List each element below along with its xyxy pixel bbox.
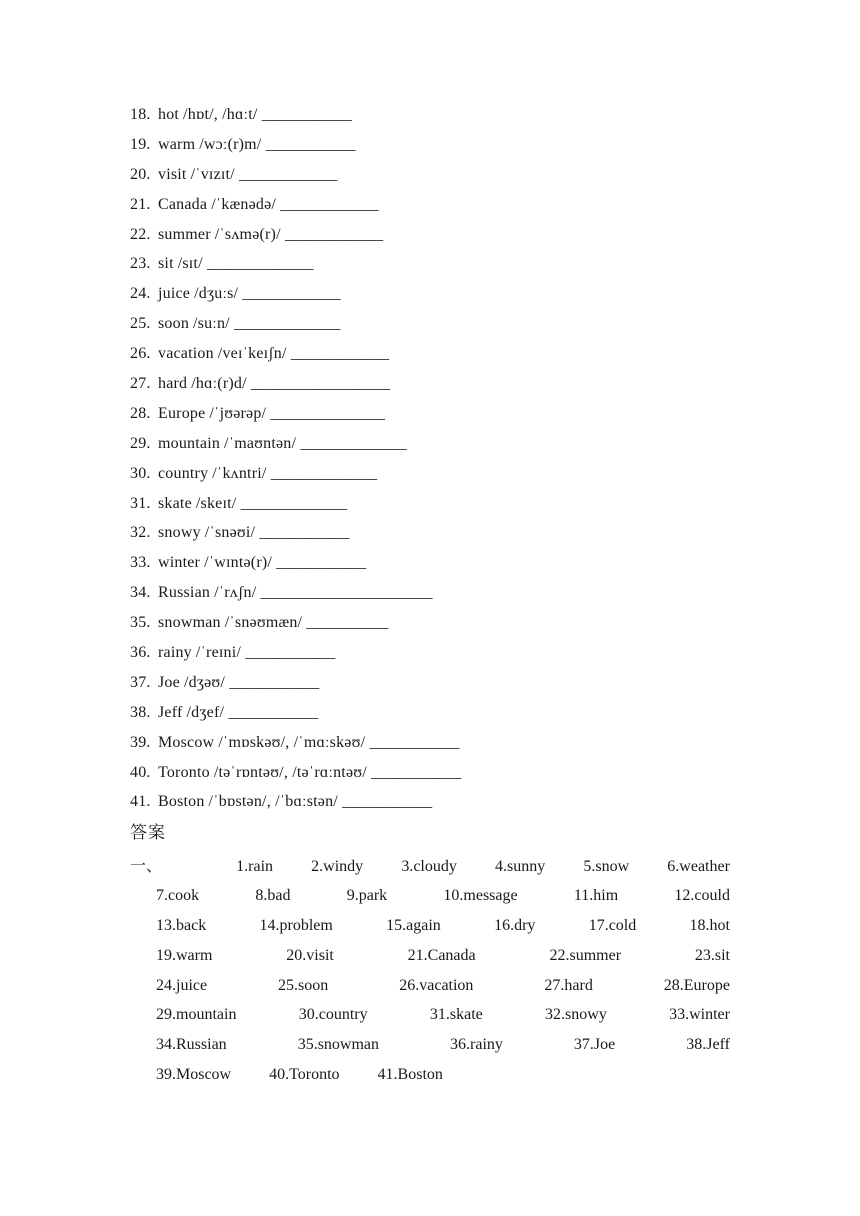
answer-entry: 33.winter [669,1006,730,1024]
vocab-item [130,341,750,371]
phonetic-transcription: /ˈvɪzɪt/ [190,165,235,183]
answer-entry: 22.summer [549,946,622,964]
vocab-item [130,461,750,491]
vocab-item [130,610,750,640]
vocab-item [130,760,750,790]
answer-blank: ___________ [261,106,352,123]
answer-blank: _____________ [240,494,348,512]
answer-entry: 21.Canada [407,946,476,964]
phonetic-transcription: /ˈkænədə/ [211,195,277,213]
answer-entry: 26.vacation [399,976,474,994]
phonetic-transcription: /ˈjʊərəp/ [209,404,267,422]
vocab-item [130,222,750,252]
item-number: 18. [130,106,151,123]
item-number: 19. [130,135,151,153]
section-marker: 一、 [130,856,163,875]
phonetic-transcription: /dʒef/ [186,703,225,721]
vocab-item [130,491,750,521]
answer-entry: 7.cook [156,886,200,904]
vocab-item [130,431,750,461]
vocab-word: country [158,464,209,482]
vocab-item [130,192,750,222]
phonetic-transcription: /skeɪt/ [195,494,237,512]
item-number: 35. [130,614,151,632]
vocab-item [130,789,750,819]
answer-blank: _____________ [300,434,407,452]
phonetic-transcription: /wɔː(r)m/ [199,135,262,153]
answer-blank: ____________ [284,225,384,243]
vocab-word: rainy [158,644,192,662]
answer-blank: ____________ [280,195,379,213]
answer-entry: 19.warm [156,946,213,964]
answer-entry: 32.snowy [545,1006,607,1024]
vocab-word: sit [158,255,174,273]
vocab-item [130,311,750,341]
vocab-word: winter [158,554,201,572]
answer-blank: ___________ [369,733,460,751]
answer-entry: 39.Moscow [156,1066,232,1084]
item-number: 40. [130,763,151,781]
phonetic-transcription: /ˈmɒskəʊ/, /ˈmɑːskəʊ/ [218,733,366,751]
vocab-item [130,730,750,760]
answer-entry: 30.country [298,1006,368,1024]
answer-entry: 40.Toronto [269,1066,340,1084]
item-number: 26. [130,345,151,363]
phonetic-transcription: /ˈrʌʃn/ [214,584,257,602]
item-number: 38. [130,703,151,721]
answer-blank: _____________ [270,464,378,482]
answer-entry: 5.snow [583,858,630,875]
answer-blank: _________________ [250,375,391,393]
vocab-item [130,700,750,730]
phonetic-transcription: /dʒuːs/ [194,285,239,303]
vocab-word: Joe [158,673,180,691]
answer-entry: 13.back [156,916,207,934]
vocab-word: snowy [158,524,201,542]
item-number: 32. [130,524,151,542]
answer-row [130,882,730,912]
answer-row [130,1031,730,1061]
answer-blank: ___________ [342,793,433,811]
item-number: 33. [130,554,151,572]
vocab-item [130,640,750,670]
answer-blank: ____________ [290,345,390,363]
vocab-word: skate [158,494,192,512]
item-number: 24. [130,285,151,303]
answer-blank: ___________ [371,763,462,781]
vocab-word: vacation [158,345,214,363]
item-number: 41. [130,793,151,811]
phonetic-transcription: /ˈwɪntə(r)/ [204,554,273,572]
answer-entry: 6.weather [667,858,730,875]
answer-entry: 29.mountain [156,1006,237,1024]
item-number: 22. [130,225,151,243]
answer-entry: 28.Europe [663,976,730,994]
answer-blank: ______________ [270,404,386,422]
answer-entry: 27.hard [544,976,593,994]
answer-blank: ___________ [276,554,367,572]
answer-blank: __________ [306,614,389,632]
vocab-item [130,670,750,700]
vocab-word: Russian [158,584,211,602]
phonetic-transcription: /ˈreɪni/ [195,644,242,662]
answer-row [130,1001,730,1031]
vocab-word: Boston [158,793,205,811]
vocab-item [130,580,750,610]
vocab-word: juice [158,285,191,303]
vocab-word: Europe [158,404,206,422]
vocab-word: hot [158,106,180,123]
vocabulary-list [130,102,750,819]
answer-entry: 10.message [443,886,518,904]
answer-row [130,972,730,1002]
phonetic-transcription: /ˈkʌntri/ [212,464,267,482]
phonetic-transcription: /təˈrɒntəʊ/, /təˈrɑːntəʊ/ [213,763,367,781]
answer-entry: 37.Joe [573,1036,616,1054]
phonetic-transcription: /veɪˈkeɪʃn/ [217,345,287,363]
answer-key [130,852,730,1091]
item-number: 36. [130,644,151,662]
vocab-word: soon [158,315,190,333]
item-number: 20. [130,165,151,183]
item-number: 21. [130,195,151,213]
answer-row [130,912,730,942]
phonetic-transcription: /hɑː(r)d/ [191,375,247,393]
answer-blank: ___________ [259,524,350,542]
answer-entry: 16.dry [494,916,536,934]
vocab-word: Toronto [158,763,210,781]
phonetic-transcription: /ˈsʌmə(r)/ [214,225,281,243]
answer-blank: ___________ [228,703,319,721]
answer-entry: 35.snowman [297,1036,380,1054]
answer-blank: ___________ [229,673,320,691]
vocab-item [130,281,750,311]
answer-entry: 12.could [674,886,730,904]
answer-entry: 11.him [573,886,619,904]
phonetic-transcription: /sɪt/ [177,255,203,273]
vocab-item [130,102,750,132]
item-number: 28. [130,404,151,422]
answer-entry: 36.rainy [450,1036,503,1054]
item-number: 30. [130,464,151,482]
item-number: 29. [130,434,151,452]
vocab-word: summer [158,225,211,243]
answer-entry: 34.Russian [156,1036,227,1054]
answer-entry: 24.juice [156,976,208,994]
answer-entry: 15.again [386,916,441,934]
answers-heading: 答案 [130,823,166,843]
answer-entry: 23.sit [694,946,730,964]
answer-entry: 20.visit [286,946,334,964]
answer-entry: 41.Boston [377,1066,443,1084]
vocab-word: Moscow [158,733,215,751]
answer-blank: _____________ [234,315,341,333]
phonetic-transcription: /suːn/ [193,315,230,333]
vocab-item [130,371,750,401]
vocab-word: mountain [158,434,221,452]
vocab-item [130,162,750,192]
item-number: 34. [130,584,151,602]
answer-blank: ____________ [239,165,338,183]
answer-blank: ____________ [242,285,341,303]
answer-entry: 2.windy [311,858,364,875]
item-number: 23. [130,255,151,273]
answer-entry: 9.park [346,886,388,904]
answer-blank: ___________ [265,135,356,153]
phonetic-transcription: /ˈsnəʊi/ [204,524,256,542]
answer-row [130,1061,730,1091]
phonetic-transcription: /hɒt/, /hɑːt/ [183,106,258,123]
item-number: 31. [130,494,151,512]
vocab-word: snowman [158,614,221,632]
vocab-word: visit [158,165,187,183]
vocab-item [130,520,750,550]
phonetic-transcription: /ˈmaʊntən/ [224,434,297,452]
vocab-word: hard [158,375,188,393]
item-number: 39. [130,733,151,751]
answer-entry: 1.rain [236,858,274,875]
answer-entry: 4.sunny [495,858,546,875]
answer-blank: _____________________ [260,584,433,602]
phonetic-transcription: /ˈbɒstən/, /ˈbɑːstən/ [208,793,338,811]
answer-row [130,942,730,972]
item-number: 27. [130,375,151,393]
vocab-item [130,550,750,580]
vocab-item [130,251,750,281]
phonetic-transcription: /ˈsnəʊmæn/ [224,614,303,632]
vocab-word: warm [158,135,196,153]
vocab-word: Jeff [158,703,183,721]
answer-entry: 38.Jeff [686,1036,730,1054]
answer-entry: 8.bad [255,886,291,904]
answer-entry: 3.cloudy [401,858,457,875]
item-number: 37. [130,673,151,691]
phonetic-transcription: /dʒəʊ/ [183,673,226,691]
vocab-word: Canada [158,195,208,213]
answer-blank: _____________ [206,255,314,273]
item-number: 25. [130,315,151,333]
vocab-item [130,132,750,162]
answer-row [130,852,730,882]
answer-entry: 31.skate [429,1006,483,1024]
answer-entry: 25.soon [278,976,329,994]
answer-entry: 17.cold [588,916,637,934]
vocab-item [130,401,750,431]
answer-blank: ___________ [245,644,336,662]
answer-entry: 14.problem [259,916,333,934]
answer-entry: 18.hot [689,916,730,934]
